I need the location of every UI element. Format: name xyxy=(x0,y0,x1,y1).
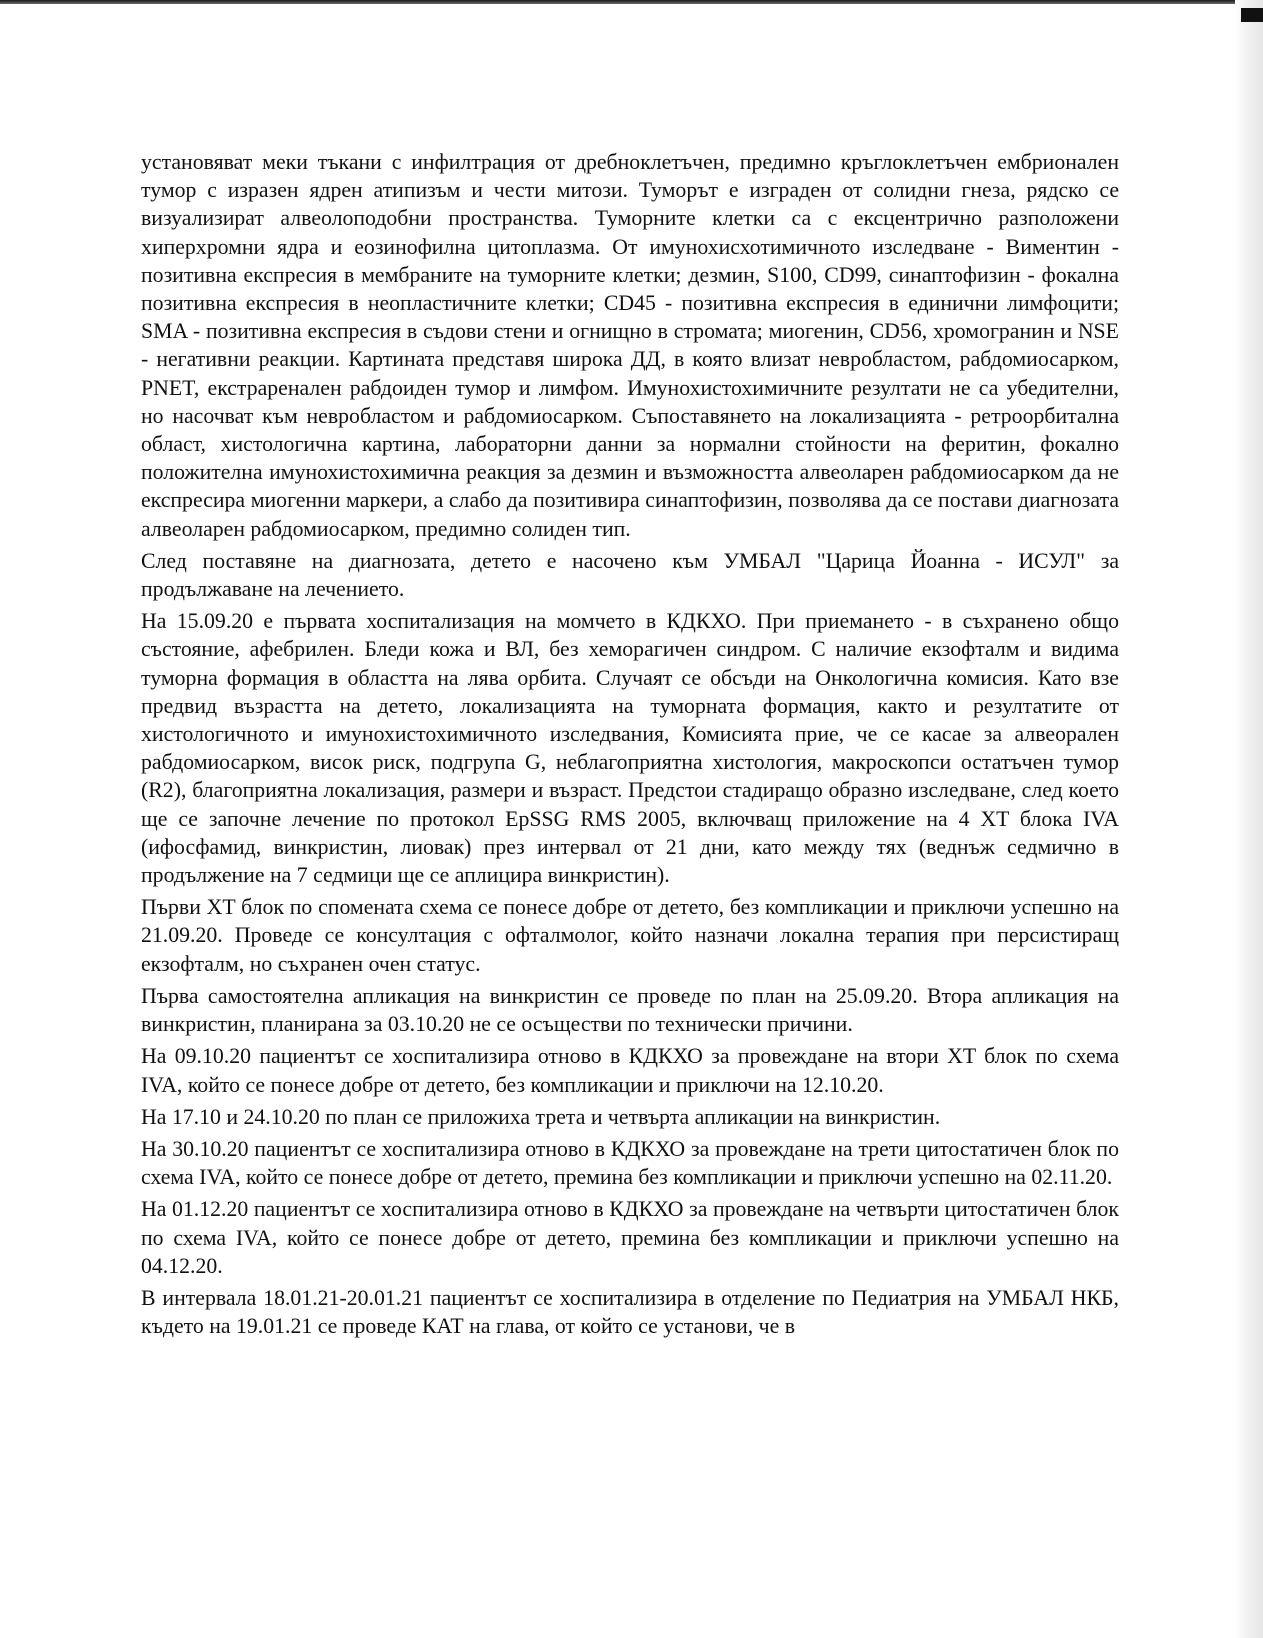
paragraph-third-block: На 30.10.20 пациентът се хоспитализира отново в КДКХО за провеждане на трети цитостатичен блок по схема IVA, който се понесе добре от детето, премина без компликации и приключи успешно на 02.11.20. xyxy=(141,1136,1119,1190)
paragraph-referral: След поставяне на диагнозата, детето е насочено към УМБАЛ "Царица Йоанна - ИСУЛ" за продължаване на лечението. xyxy=(141,548,1119,602)
paragraph-first-block: Първи XT блок по спомената схема се понесе добре от детето, без компликации и приключи успешно на 21.09.20. Проведе се консултация с офталмолог, който назначи локална терапия при персистиращ екзофталм, но съхранен очен статус. xyxy=(141,895,1119,976)
scan-top-edge xyxy=(0,0,1263,4)
paragraph-vincristine-applications: Първа самостоятелна апликация на винкристин се проведе по план на 25.09.20. Втора апликация на винкристин, планирана за 03.10.20 не се осъществи по технически причини. xyxy=(141,983,1119,1037)
paragraph-histology: установяват меки тъкани с инфилтрация от дребноклетъчен, предимно кръглоклетъчен ембрионален тумор с изразен ядрен атипизъм и чести митози. Туморът е изграден от солидни гнеза, рядско се визуализират алвеолоподобни пространства. Туморните клетки са с ексцентрично разположени хиперхромни ядра и еозинофилна цитоплазма. От имунохисхотимичното изследване - Виментин - позитивна експресия в мембраните на туморните клетки; дезмин, S100, CD99, синаптофизин - фокална позитивна експресия в неопластичните клетки; CD45 - позитивна експресия в единични лимфоцити; SMA - позитивна експресия в съдови стени и огнищно в стромата; миогенин, CD56, хромогранин и NSE - негативни реакции. Картината представя широка ДД, в която влизат невробластом, рабдомиосарком, PNET, екстраренален рабдоиден тумор и лимфом. Имунохистохимичните резултати не са убедителни, но насочват към невробластом и рабдомиосарком. Съпоставянето на локализацията - ретроорбитална област, хистологична картина, лабораторни данни за нормални стойности на феритин, фокално положителна имунохистохимична реакция за дезмин и възможността алвеоларен рабдомиосарком да не експресира миогенни маркери, а слабо да позитивира синаптофизин, позволява да се постави диагнозата алвеоларен рабдомиосарком, предимно солиден тип. xyxy=(141,150,1119,541)
paragraph-fourth-block: На 01.12.20 пациентът се хоспитализира отново в КДКХО за провеждане на четвърти цитостатичен блок по схема IVA, който се понесе добре от детето, премина без компликации и приключи успешно на 04.12.20. xyxy=(141,1197,1119,1278)
paragraph-pediatrics-ct: В интервала 18.01.21-20.01.21 пациентът се хоспитализира в отделение по Педиатрия на УМБАЛ НКБ, където на 19.01.21 се проведе КАТ на глава, от който се установи, че в xyxy=(141,1285,1119,1339)
paragraph-third-fourth-vincristine: На 17.10 и 24.10.20 по план се приложиха трета и четвърта апликации на винкристин. xyxy=(141,1104,941,1129)
document-body xyxy=(141,148,1119,1340)
paragraph-first-hospitalization: На 15.09.20 е първата хоспитализация на момчето в КДКХО. При приемането - в съхранено общо състояние, афебрилен. Бледи кожа и ВЛ, без хеморагичен синдром. С наличие екзофталм и видима туморна формация в областта на лява орбита. Случаят се обсъди на Онкологична комисия. Като взе предвид възрастта на детето, локализацията на туморната формация, както и резултатите от хистологичното и имунохистохимичното изследвания, Комисията прие, че се касае за алвеорален рабдомиосарком, висок риск, подгрупа G, неблагоприятна хистология, макроскопси остатъчен тумор (R2), благоприятна локализация, размери и възраст. Предстои стадиращо образно изследване, след което ще се започне лечение по протокол EpSSG RMS 2005, включващ приложение на 4 XT блока IVA (ифосфамид, винкристин, лиовак) през интервал от 21 дни, като между тях (веднъж седмично в продължение на 7 седмици ще се аплицира винкристин). xyxy=(141,609,1119,888)
scan-right-edge xyxy=(1235,0,1263,1638)
paragraph-second-block: На 09.10.20 пациентът се хоспитализира отново в КДКХО за провеждане на втори XT блок по схема IVA, който се понесе добре от детето, без компликации и приключи на 12.10.20. xyxy=(141,1044,1119,1097)
scan-corner-mark xyxy=(1241,8,1263,22)
